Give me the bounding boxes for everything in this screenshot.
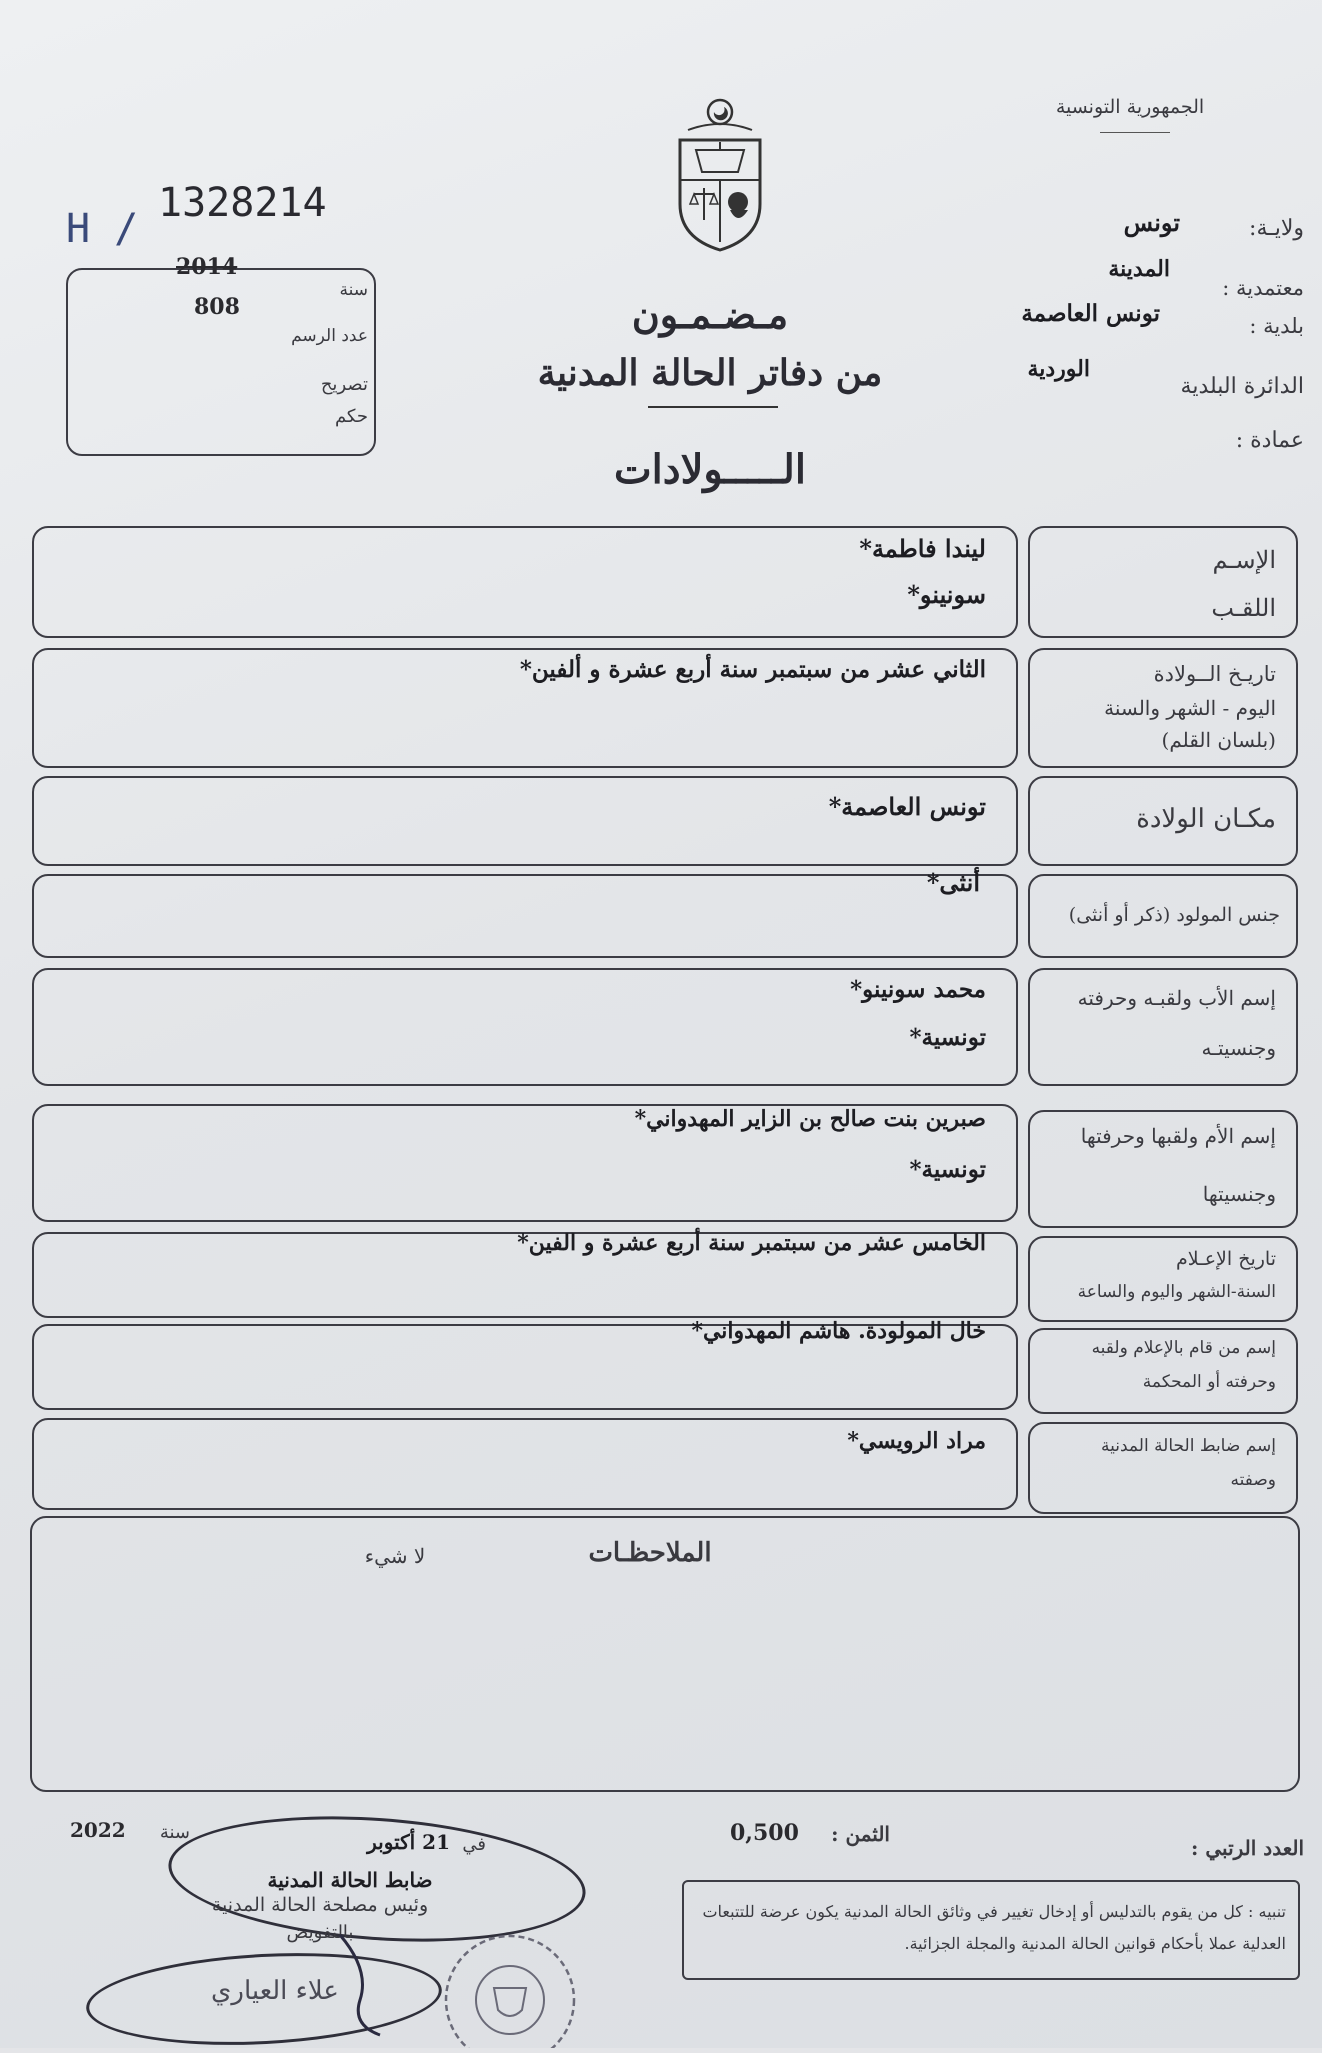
declarant-sublabel: وحرفته أو المحكمة (1142, 1372, 1276, 1392)
mother-name-value: صبرين بنت صالح بن الزاير المهدواني* (634, 1106, 986, 1132)
signature-name: علاء العياري (211, 1976, 339, 2006)
daira-value: الوردية (1027, 356, 1090, 382)
officer-title-line1: ضابط الحالة المدنية (267, 1868, 433, 1892)
register-box (66, 254, 376, 456)
warning-box (682, 1880, 1300, 1980)
surname-value: سونينو* (907, 580, 986, 609)
register-year-value: 2014 (176, 254, 238, 280)
surname-label: اللقـب (1211, 594, 1276, 622)
birth-date-label: تاريـخ الــولادة (1153, 662, 1276, 686)
title-madmoun: مـضـمـون (631, 292, 789, 337)
father-nationality-label: وجنسيتـه (1201, 1036, 1276, 1060)
judgment-label: حكم (334, 406, 368, 427)
name-label: الإسـم (1212, 546, 1276, 574)
footer-year-value: 2022 (70, 1818, 126, 1842)
officer-sublabel: وصفته (1230, 1470, 1276, 1490)
register-number-label: عدد الرسم (291, 326, 368, 346)
mother-nationality-value: تونسية* (909, 1156, 986, 1183)
title-registers: من دفاتر الحالة المدنية (537, 352, 883, 394)
mother-label: إسم الأم ولقبها وحرفتها (1080, 1124, 1276, 1148)
register-year-label: سنة (339, 280, 368, 300)
birth-date-written-label: (بلسان القلم) (1161, 728, 1276, 752)
declaration-date-sublabel: السنة-الشهر واليوم والساعة (1077, 1282, 1276, 1302)
daira-label: الدائرة البلدية (1180, 374, 1304, 399)
wilaya-value: تونس (1123, 208, 1180, 237)
father-label: إسم الأب ولقبـه وحرفته (1077, 986, 1276, 1010)
price-label: الثمن : (831, 1822, 890, 1846)
gender-value: أنثى* (926, 868, 980, 897)
remarks-label: الملاحظـات (588, 1538, 712, 1568)
father-nationality-value: تونسية* (909, 1024, 986, 1051)
price-value: 0,500 (730, 1820, 799, 1846)
omada-label: عمادة : (1235, 428, 1304, 453)
footer-date-value: 21 أكتوبر (367, 1830, 450, 1854)
officer-value: مراد الرويسي* (847, 1428, 986, 1454)
republic-label: الجمهورية التونسية (1055, 96, 1205, 118)
birth-date-sublabel: اليوم - الشهر والسنة (1104, 696, 1276, 720)
title-underline (648, 406, 778, 408)
birth-place-value-box (32, 776, 1018, 866)
gender-label: جنس المولود (ذكر أو أنثى) (1068, 904, 1280, 926)
warning-text: تنبيه : كل من يقوم بالتدليس أو إدخال تغيير في وثائق الحالة المدنية يكون عرضة للتتبعات العدلية عملا بأحكام قوانين الحالة المدنية والمجلة الجزائية. (702, 1902, 1286, 1953)
declaration-date-label: تاريخ الإعـلام (1176, 1248, 1276, 1270)
header-divider (1100, 132, 1170, 133)
register-number-value: 808 (194, 294, 240, 320)
mother-nationality-label: وجنسيتها (1202, 1182, 1276, 1206)
wilaya-label: ولايـة: (1249, 216, 1304, 241)
serial-prefix: H / (66, 206, 139, 252)
officer-title-line3: بالتفويض (286, 1922, 354, 1943)
birth-place-value: تونس العاصمة* (828, 792, 986, 821)
birth-date-value: الثاني عشر من سبتمبر سنة أربع عشرة و ألفين* (519, 656, 986, 683)
officer-label: إسم ضابط الحالة المدنية (1101, 1436, 1276, 1456)
footer-date-label: في (462, 1834, 486, 1855)
baladia-value: تونس العاصمة (1021, 300, 1160, 327)
first-name-value: ليندا فاطمة* (859, 534, 986, 563)
baladia-label: بلدية : (1249, 314, 1304, 338)
signature-stroke-icon (330, 1930, 390, 2040)
footer-year-label: سنة (159, 1822, 190, 1843)
reg-number-label: العدد الرتبي : (1191, 1836, 1304, 1860)
declaration-label: تصريح (320, 374, 368, 395)
declarant-value: خال المولودة. هاشم المهدواني* (691, 1318, 986, 1344)
mootamdia-label: معتمدية : (1222, 276, 1304, 300)
father-name-value: محمد سونينو* (850, 976, 986, 1003)
mootamdia-value: المدينة (1108, 256, 1170, 282)
birth-place-label: مكـان الولادة (1136, 804, 1276, 834)
declarant-label: إسم من قام بالإعلام ولقبه (1091, 1338, 1276, 1358)
section-title-births: الـــــولادات (614, 446, 806, 493)
remarks-value: لا شيء (364, 1544, 426, 1568)
officer-title-line2: وئيس مصلحة الحالة المدنية (211, 1894, 429, 1916)
declaration-date-value: الخامس عشر من سبتمبر سنة أربع عشرة و الفين* (517, 1230, 986, 1256)
tunisia-emblem-icon (668, 92, 772, 252)
round-seal-icon (440, 1930, 580, 2048)
serial-number: 1328214 (158, 180, 327, 226)
